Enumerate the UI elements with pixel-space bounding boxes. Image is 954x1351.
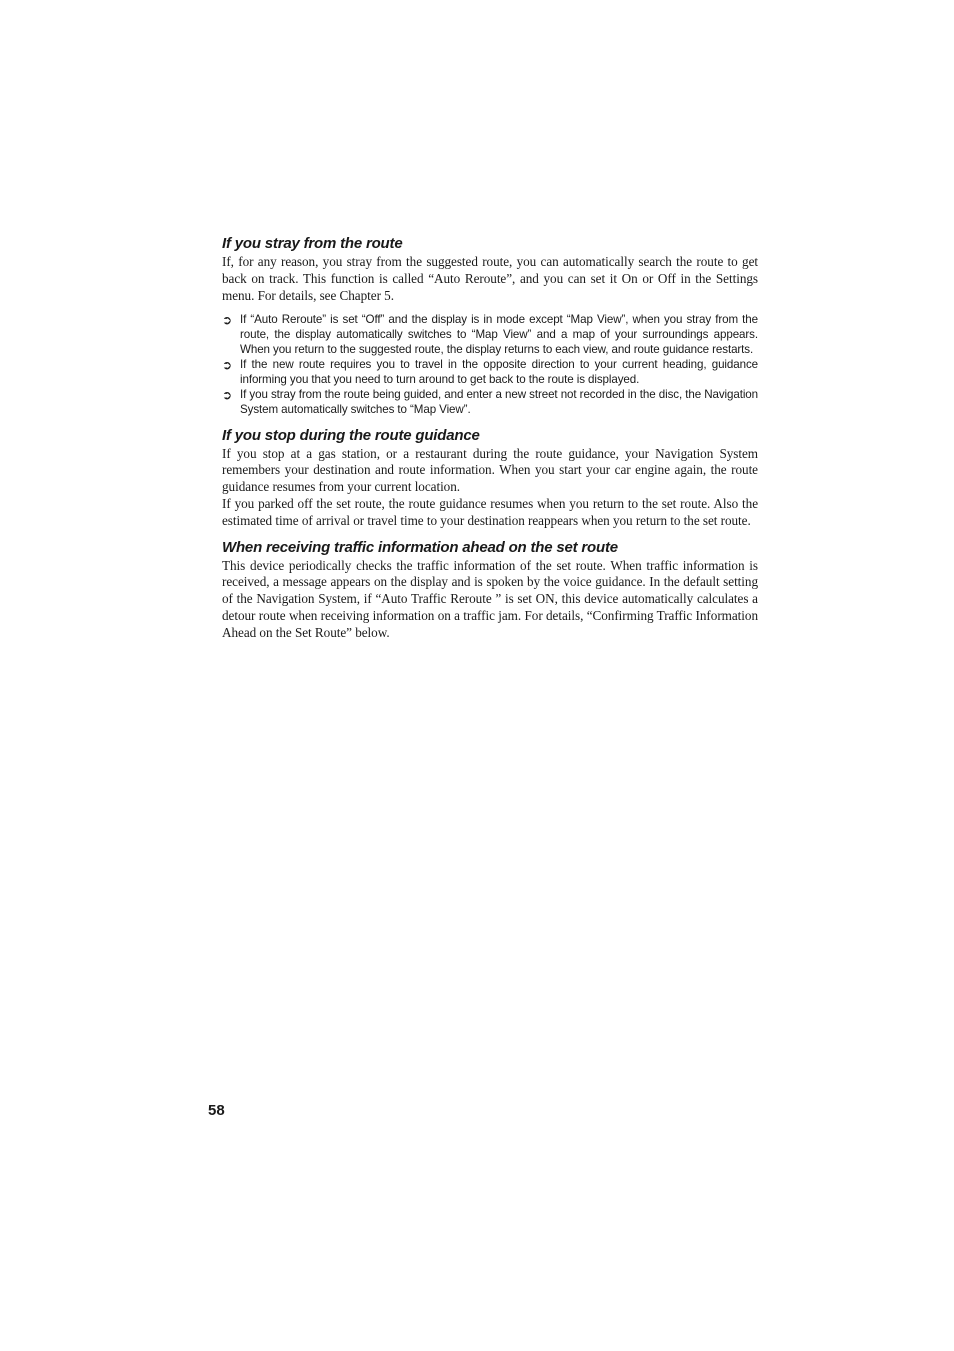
body-paragraph: If, for any reason, you stray from the suggested route, you can automatically search the route to get back on track. This function is called “Auto Reroute”, and you can set it On or Off in the Settings menu. For details, see Chapter 5. — [222, 254, 758, 303]
section-heading: If you stray from the route — [222, 235, 403, 252]
arrow-note-icon: ➲ — [222, 388, 232, 403]
arrow-note-icon: ➲ — [222, 358, 232, 373]
note-item — [222, 358, 758, 387]
page-content — [222, 235, 758, 642]
section-heading: When receiving traffic information ahead on the set route — [222, 538, 618, 556]
section-traffic-information — [222, 539, 758, 642]
note-text: If the new route requires you to travel in the opposite direction to your current heading, guidance informing you that you need to turn around to get back to the route is displayed. — [240, 358, 758, 386]
note-item — [222, 313, 758, 357]
note-text: If “Auto Reroute” is set “Off” and the display is in mode except “Map View”, when you stray from the route, the display automatically switches to “Map View” and a map of your surroundings appears. When you return to the suggested route, the display returns to each view, and route guidance restarts. — [240, 313, 758, 356]
notes-list — [222, 313, 758, 417]
page-number: 58 — [208, 1102, 225, 1119]
section-stop-during-guidance — [222, 427, 758, 530]
body-paragraph: This device periodically checks the traffic information of the set route. When traffic information is received, a message appears on the display and is spoken by the voice guidance. In the default setting of the Navigation System, if “Auto Traffic Reroute ” is set ON, this device automatically calculates a detour route when receiving information on a traffic jam. For details, “Confirming Traffic Information Ahead on the Set Route” below. — [222, 557, 758, 640]
section-stray-from-route — [222, 235, 758, 418]
body-paragraph: If you parked off the set route, the route guidance resumes when you return to the set route. Also the estimated time of arrival or travel time to your destination reappears when you return to the set route. — [222, 495, 758, 528]
section-heading: If you stop during the route guidance — [222, 426, 480, 444]
note-text: If you stray from the route being guided, and enter a new street not recorded in the disc, the Navigation System automatically switches to “Map View”. — [240, 388, 758, 416]
arrow-note-icon: ➲ — [222, 313, 232, 328]
body-paragraph: If you stop at a gas station, or a restaurant during the route guidance, your Navigation System remembers your destination and route information. When you start your car engine again, the route guidance resumes from your current location. — [222, 445, 758, 495]
note-item — [222, 388, 758, 417]
